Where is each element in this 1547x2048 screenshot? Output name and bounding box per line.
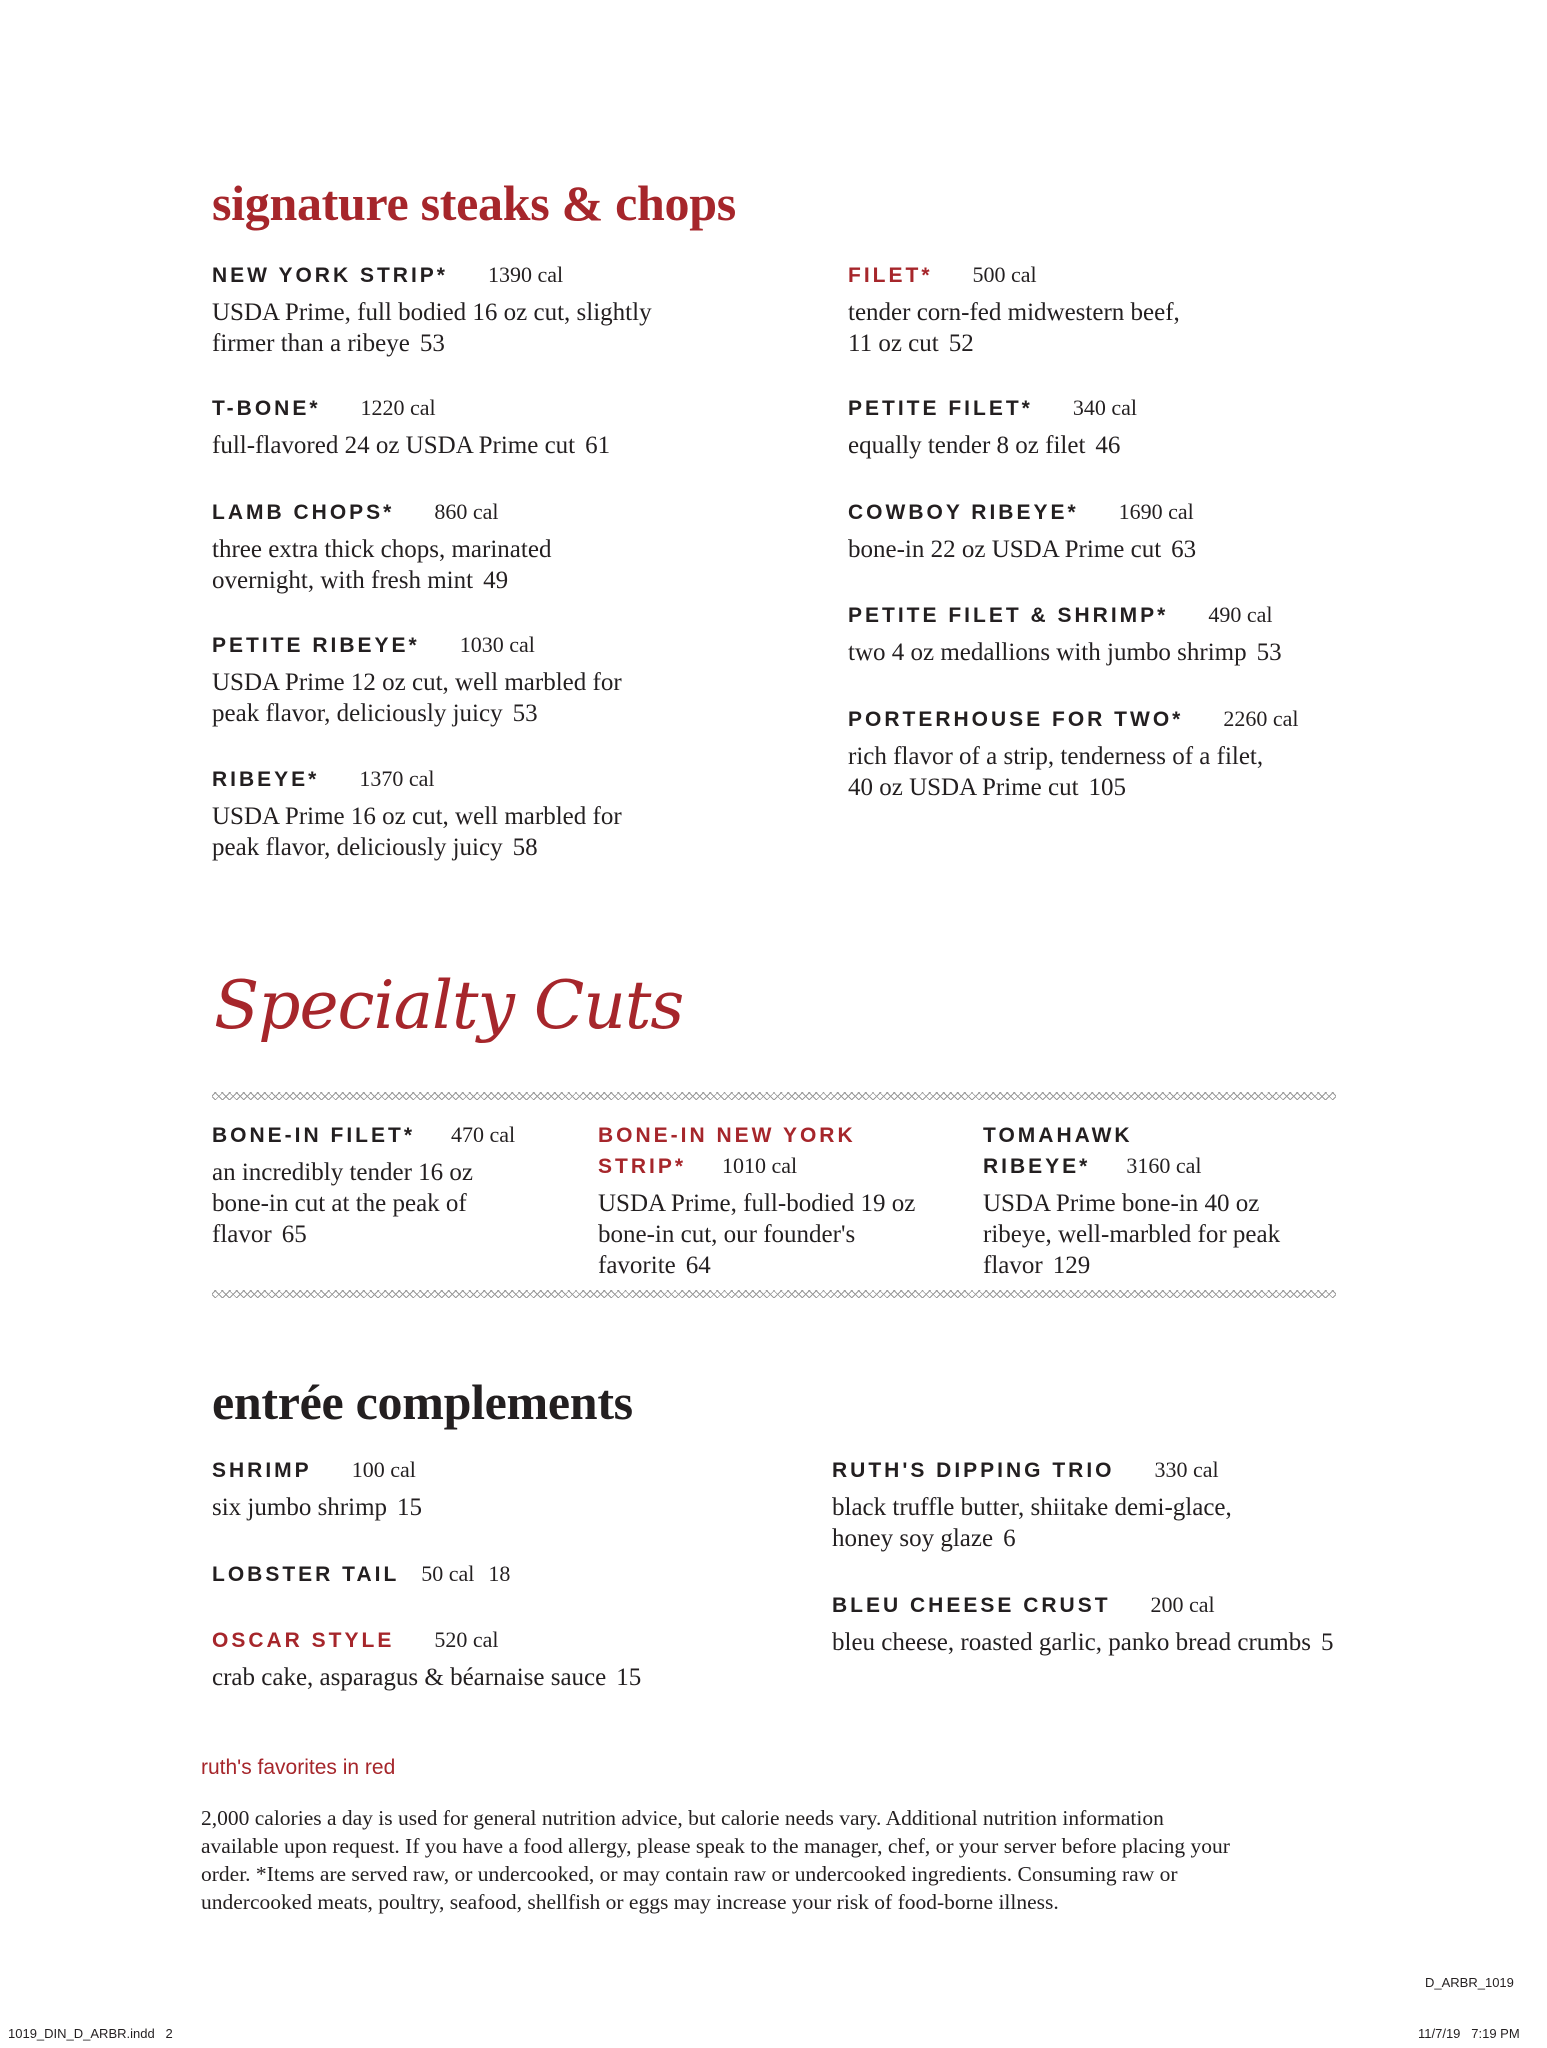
menu-item [848,393,1408,461]
item-desc-line: rich flavor of a strip, tenderness of a filet, [848,743,1264,770]
item-desc-line: USDA Prime 12 oz cut, well marbled for [212,669,622,696]
item-calories: 100 cal [351,1457,416,1482]
item-desc-line: two 4 oz medallions with jumbo shrimp [848,639,1247,666]
item-price: 52 [948,330,974,357]
item-calories: 520 cal [434,1627,499,1652]
menu-item [848,260,1408,359]
item-price: 65 [281,1221,307,1248]
item-desc-line: 11 oz cut [848,330,939,357]
item-desc-line: USDA Prime bone-in 40 oz [983,1190,1260,1217]
menu-item [212,1120,572,1250]
item-calories: 1220 cal [360,395,436,420]
item-price: 129 [1052,1252,1091,1279]
item-desc-line: crab cake, asparagus & béarnaise sauce [212,1664,607,1691]
disclaimer-line: undercooked meats, poultry, seafood, shellfish or eggs may increase your risk of food-borne illness. [201,1890,1059,1914]
item-desc-line: firmer than a ribeye [212,330,410,357]
item-calories: 860 cal [434,499,499,524]
item-desc-line: flavor [212,1221,272,1248]
signature-heading: signature steaks & chops [212,175,736,231]
item-calories: 1390 cal [487,262,564,287]
item-desc-line: full-flavored 24 oz USDA Prime cut [212,432,576,459]
disclaimer-line: order. *Items are served raw, or undercooked, or may contain raw or undercooked ingredients. Consuming raw or [201,1862,1178,1886]
item-calories: 330 cal [1154,1457,1219,1482]
menu-item [832,1455,1432,1554]
item-desc-line: USDA Prime, full bodied 16 oz cut, slightly [212,299,652,326]
item-price: 18 [488,1561,511,1586]
menu-item [212,1559,772,1590]
menu-item [848,704,1428,803]
item-desc-line: USDA Prime, full-bodied 19 oz [598,1190,916,1217]
item-name: LOBSTER TAIL [212,1563,400,1586]
item-name: T-BONE* [212,397,321,420]
item-price: 53 [419,330,445,357]
item-price: 53 [1256,639,1282,666]
disclaimer-line: 2,000 calories a day is used for general nutrition advice, but calorie needs vary. Additional nutrition information [201,1806,1164,1830]
item-desc-line: honey soy glaze [832,1525,994,1552]
item-name: FILET* [848,264,933,287]
item-calories: 500 cal [972,262,1037,287]
item-calories: 2260 cal [1223,706,1299,731]
item-desc-line: USDA Prime 16 oz cut, well marbled for [212,803,622,830]
item-name: PETITE FILET & SHRIMP* [848,604,1169,627]
item-desc-line: flavor [983,1252,1043,1279]
menu-item [848,600,1428,668]
item-desc-line: three extra thick chops, marinated [212,536,552,563]
item-calories: 1690 cal [1118,499,1194,524]
item-name: PORTERHOUSE FOR TWO* [848,708,1184,731]
item-desc-line: bleu cheese, roasted garlic, panko bread crumbs [832,1629,1311,1656]
item-price: 64 [685,1252,711,1279]
item-desc-line: bone-in 22 oz USDA Prime cut [848,536,1162,563]
item-name: PETITE FILET* [848,397,1033,420]
favorites-note: ruth's favorites in red [201,1756,396,1779]
item-name: RUTH'S DIPPING TRIO [832,1459,1115,1482]
complements-heading: entrée complements [212,1374,633,1430]
item-price: 58 [512,834,538,861]
item-price: 105 [1088,774,1127,801]
item-name: BLEU CHEESE CRUST [832,1594,1111,1617]
menu-item [212,497,772,596]
item-calories: 470 cal [451,1122,516,1147]
item-calories: 1030 cal [459,632,535,657]
bottom-divider [212,1290,1336,1298]
item-calories: 50 cal [421,1561,475,1586]
item-name: RIBEYE* [212,768,320,791]
menu-item [212,630,772,729]
menu-item [212,260,772,359]
item-price: 63 [1171,536,1197,563]
document-code: D_ARBR_1019 [1425,1975,1514,1990]
item-desc-line: bone-in cut, our founder's [598,1221,856,1248]
item-name: NEW YORK STRIP* [212,264,448,287]
item-desc-line: overnight, with fresh mint [212,567,474,594]
specialty-heading: Specialty Cuts [214,967,684,1044]
item-name: OSCAR STYLE [212,1629,395,1652]
item-price: 6 [1003,1525,1016,1552]
menu-item [832,1590,1452,1658]
item-desc-line: six jumbo shrimp [212,1494,388,1521]
item-desc-line: bone-in cut at the peak of [212,1190,467,1217]
menu-item [598,1120,968,1281]
item-price: 53 [512,700,538,727]
item-price: 5 [1320,1629,1334,1656]
item-calories: 1370 cal [359,766,435,791]
menu-item [212,1625,772,1693]
item-price: 49 [483,567,509,594]
item-name: BONE-IN FILET* [212,1124,415,1147]
nutrition-disclaimer [201,1804,1401,1916]
item-price: 46 [1095,432,1121,459]
item-desc-line: ribeye, well-marbled for peak [983,1221,1281,1248]
disclaimer-line: available upon request. If you have a food allergy, please speak to the manager, chef, or your server before placing your [201,1834,1230,1858]
item-desc-line: peak flavor, deliciously juicy [212,700,503,727]
item-name: BONE-IN NEW YORK [598,1124,856,1147]
item-desc-line: favorite [598,1252,676,1279]
menu-item [212,1455,772,1523]
item-price: 15 [397,1494,423,1521]
item-desc-line: equally tender 8 oz filet [848,432,1086,459]
item-name: COWBOY RIBEYE* [848,501,1079,524]
item-calories: 490 cal [1208,602,1273,627]
print-timestamp: 11/7/19 7:19 PM [1418,2026,1520,2041]
item-desc-line: an incredibly tender 16 oz [212,1159,474,1186]
item-name: TOMAHAWK [983,1124,1133,1147]
item-desc-line: peak flavor, deliciously juicy [212,834,503,861]
item-name: STRIP* [598,1155,687,1178]
top-divider [212,1092,1336,1100]
item-desc-line: 40 oz USDA Prime cut [848,774,1079,801]
item-calories: 340 cal [1072,395,1137,420]
item-calories: 1010 cal [722,1153,798,1178]
item-calories: 200 cal [1150,1592,1215,1617]
item-name: PETITE RIBEYE* [212,634,420,657]
menu-item [212,764,772,863]
item-price: 15 [616,1664,642,1691]
menu-item [983,1120,1353,1281]
item-calories: 3160 cal [1126,1153,1202,1178]
menu-item [848,497,1408,565]
menu-item [212,393,772,461]
item-name: SHRIMP [212,1459,312,1482]
item-name: LAMB CHOPS* [212,501,395,524]
item-name: RIBEYE* [983,1155,1091,1178]
file-slug: 1019_DIN_D_ARBR.indd 2 [8,2026,173,2041]
item-desc-line: tender corn-fed midwestern beef, [848,299,1180,326]
item-price: 61 [585,432,611,459]
item-desc-line: black truffle butter, shiitake demi-glace, [832,1494,1232,1521]
